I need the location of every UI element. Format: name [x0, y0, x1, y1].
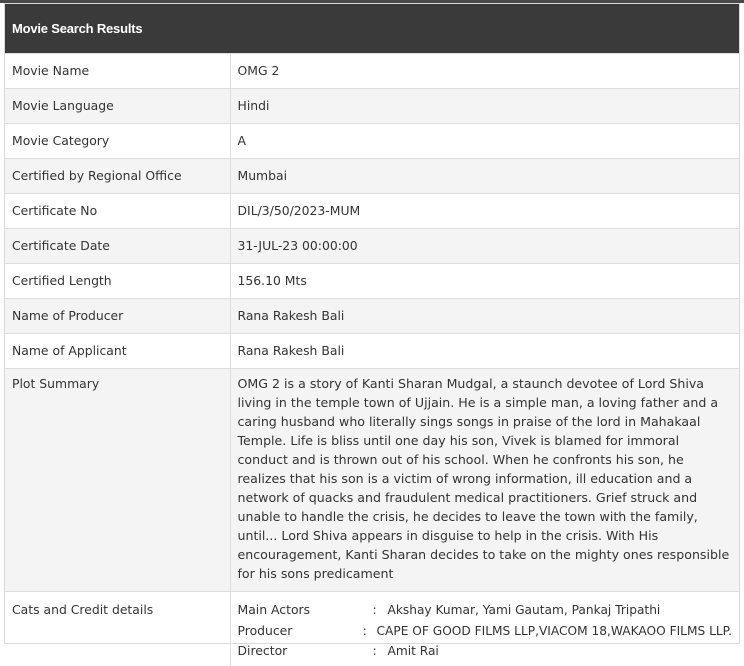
- credit-item-director: [238, 641, 733, 662]
- row-value: A: [230, 124, 739, 159]
- row-label: Movie Name: [5, 54, 230, 89]
- table-row-certificate-no: [5, 194, 739, 229]
- table-row-regional-office: [5, 159, 739, 194]
- row-value: 31-JUL-23 00:00:00: [230, 229, 739, 264]
- row-value: DIL/3/50/2023-MUM: [230, 194, 739, 229]
- credit-item-producer: [238, 621, 733, 642]
- row-label: Movie Language: [5, 89, 230, 124]
- table-row-movie-language: [5, 89, 739, 124]
- table-row-movie-category: [5, 124, 739, 159]
- credit-value: Akshay Kumar, Yami Gautam, Pankaj Tripathi: [387, 603, 661, 617]
- row-value: Rana Rakesh Bali: [230, 299, 739, 334]
- credit-value: CAPE OF GOOD FILMS LLP,VIACOM 18,WAKAOO FILMS LLP.: [376, 623, 732, 638]
- row-label: Name of Applicant: [5, 334, 230, 369]
- movie-details-table: [5, 53, 739, 666]
- row-value: Rana Rakesh Bali: [230, 334, 739, 369]
- credit-separator: :: [372, 643, 377, 658]
- panel-title: Movie Search Results: [5, 4, 739, 53]
- row-label: Cats and Credit details: [5, 592, 230, 666]
- row-value: OMG 2: [230, 54, 739, 89]
- credit-role: Director: [237, 643, 288, 658]
- credits-list: [230, 592, 739, 666]
- table-row-producer: [5, 299, 739, 334]
- movie-results-panel: [4, 3, 740, 658]
- credit-separator: :: [362, 622, 367, 638]
- row-value: Hindi: [230, 89, 739, 124]
- row-label: Plot Summary: [5, 369, 230, 592]
- table-row-movie-name: [5, 54, 739, 89]
- plot-summary-text: OMG 2 is a story of Kanti Sharan Mudgal, a staunch devotee of Lord Shiva living in the temple town of Ujjain. He is a simple man, a loving father and a caring husband who literally sings songs in praise of the lord in Mahakaal Temple. Life is bliss until one day his son, Vivek is blamed for immoral conduct and is thrown out of his school. When he confronts his son, he realizes that his son is a victim of wrong information, ill education and a network of quacks and fraudulent medical practitioners. Grief struck and unable to handle the crisis, he decides to leave the town with the family, until... Lord Shiva appears in disguise to help in the crisis. With His encouragement, Kanti Sharan decides to take on the mighty ones responsible for his sons predicament: [230, 369, 739, 592]
- table-row-certificate-date: [5, 229, 739, 264]
- table-row-certified-length: [5, 264, 739, 299]
- row-label: Certificate No: [5, 194, 230, 229]
- row-label: Certified by Regional Office: [5, 159, 230, 194]
- credit-item-main-actors: [238, 600, 733, 621]
- row-value: 156.10 Mts: [230, 264, 739, 299]
- table-row-credits: [5, 592, 739, 666]
- table-row-plot-summary: [5, 369, 739, 592]
- credit-role: Main Actors: [237, 602, 311, 617]
- credit-role: Producer: [237, 622, 293, 638]
- row-value: Mumbai: [230, 159, 739, 194]
- row-label: Certificate Date: [5, 229, 230, 264]
- table-row-applicant: [5, 334, 739, 369]
- row-label: Name of Producer: [5, 299, 230, 334]
- credit-value: Amit Rai: [387, 644, 439, 658]
- credit-separator: :: [372, 602, 377, 617]
- row-label: Movie Category: [5, 124, 230, 159]
- row-label: Certified Length: [5, 264, 230, 299]
